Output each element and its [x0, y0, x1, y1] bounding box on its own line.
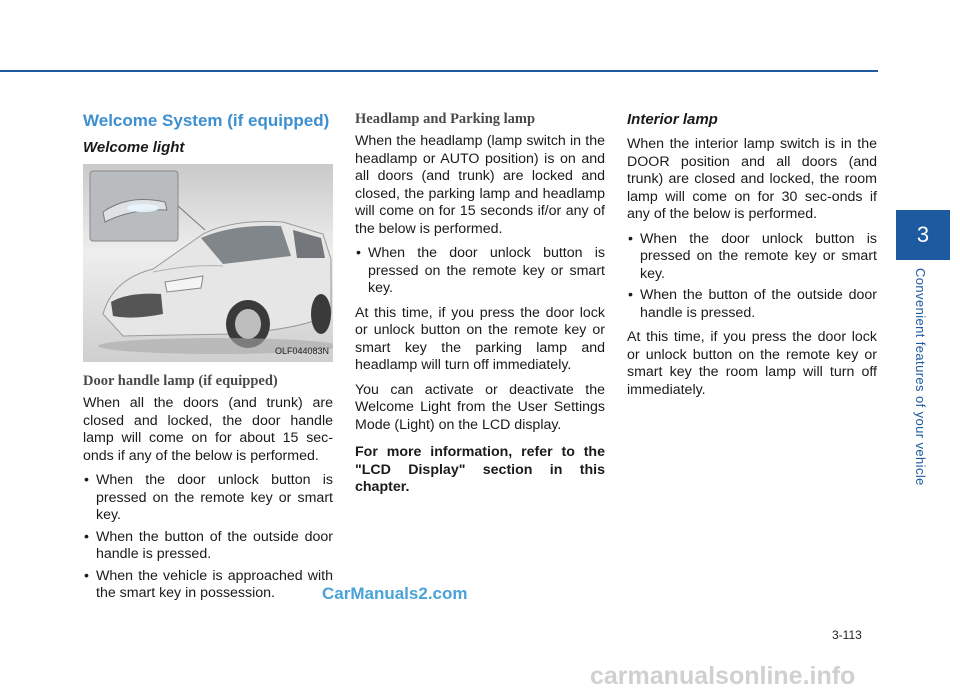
- list-item: • When the door unlock button is pressed on the remote key or smart key.: [83, 472, 333, 525]
- chapter-tab: 3: [896, 210, 950, 260]
- column-welcome-system: [83, 110, 333, 610]
- list-item: • When the button of the outside door handle is pressed.: [627, 287, 877, 322]
- interior-lamp-title: Interior lamp: [627, 111, 718, 128]
- chapter-title: Convenient features of your vehicle: [913, 268, 928, 486]
- list-item: • When the door unlock button is pressed on the remote key or smart key.: [355, 245, 605, 298]
- section-title: Welcome System (if equipped): [83, 111, 330, 130]
- door-handle-bullets: [83, 472, 333, 603]
- car-image: [83, 164, 333, 362]
- interior-lamp-paragraph: When the interior lamp switch is in the DOOR position and all doors (and trunk) are closed and locked, the room lamp will come on for 30 sec-onds if any of the below is performed.: [627, 136, 877, 222]
- list-item: • When the vehicle is approached with the smart key in possession.: [83, 568, 333, 603]
- header-rule: [0, 70, 878, 72]
- figure-code: OLF044083N: [274, 345, 329, 356]
- watermark-bottom: carmanualsonline.info: [590, 662, 856, 689]
- column-headlamp: [355, 110, 605, 504]
- headlamp-paragraph: When the headlamp (lamp switch in the headlamp or AUTO position) is on and all doors (and trunk) are locked and closed, the parking lamp and headlamp will come on for 15 seconds if/or any of the below is performed.: [355, 133, 605, 237]
- chapter-title-vertical: [910, 268, 930, 498]
- list-item: • When the button of the outside door handle is pressed.: [83, 529, 333, 564]
- interior-lamp-turn-off-paragraph: At this time, if you press the door lock or unlock button on the remote key or smart key the room lamp will turn off immediately.: [627, 329, 877, 398]
- page-number: 3-113: [832, 628, 862, 642]
- headlamp-title: Headlamp and Parking lamp: [355, 111, 536, 127]
- headlamp-bullets: [355, 245, 605, 298]
- headlamp-settings-paragraph: You can activate or deactivate the Welcome Light from the User Settings Mode (Light) on the LCD display.: [355, 381, 605, 433]
- door-handle-paragraph: When all the doors (and trunk) are closed and locked, the door handle lamp will come on for about 15 sec-onds if any of the below is performed.: [83, 395, 333, 464]
- column-interior-lamp: [627, 110, 877, 406]
- interior-lamp-bullets: [627, 231, 877, 323]
- reference-note: For more information, refer to the "LCD Display" section in this chapter.: [355, 444, 605, 495]
- door-handle-lamp-title: Door handle lamp (if equipped): [83, 373, 278, 389]
- watermark-link[interactable]: CarManuals2.com: [322, 584, 468, 603]
- headlamp-turn-off-paragraph: At this time, if you press the door lock or unlock button on the remote key or smart key the parking lamp and headlamp will turn off immediately.: [355, 304, 605, 373]
- car-illustration: [83, 164, 333, 362]
- subheading-welcome-light: Welcome light: [83, 139, 185, 156]
- list-item: • When the door unlock button is pressed on the remote key or smart key.: [627, 231, 877, 284]
